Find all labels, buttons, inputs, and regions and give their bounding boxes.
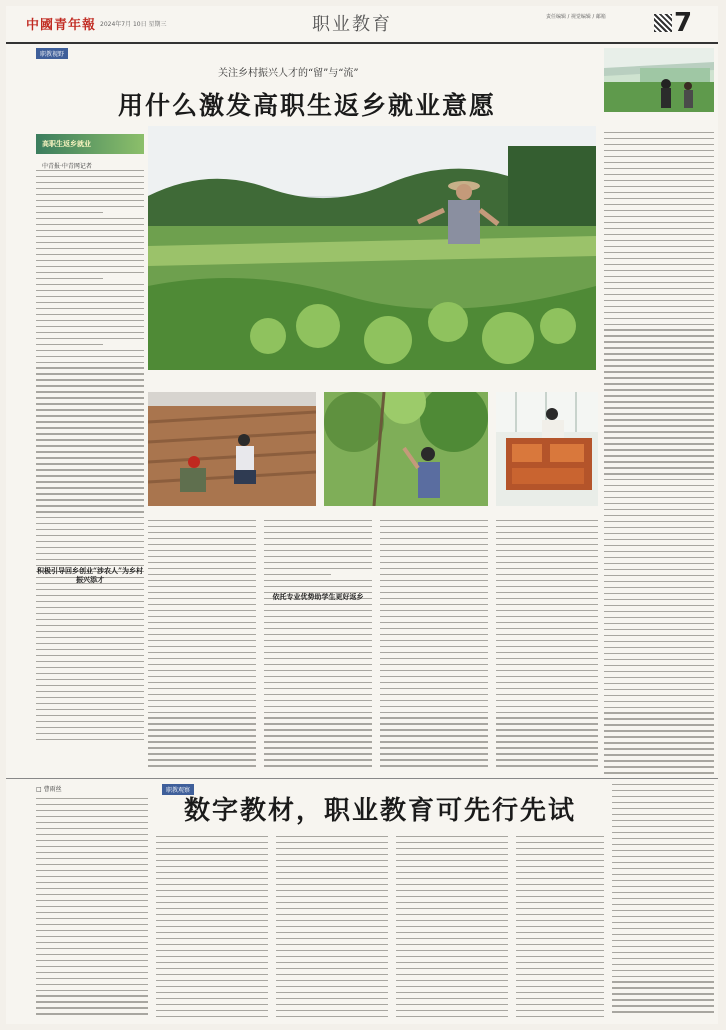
top-story-col-3	[264, 520, 372, 774]
top-story-col-4	[380, 520, 488, 774]
top-story-tag: 职教视野	[36, 48, 68, 59]
top-story-col-1	[36, 170, 144, 774]
page-number: 7	[674, 8, 693, 38]
top-story-kicker: 关注乡村振兴人才的“留”与“流”	[218, 68, 359, 79]
top-story-col-6	[604, 132, 714, 774]
top-story-byline: 中青报·中青网记者	[42, 163, 92, 170]
masthead	[6, 6, 718, 44]
newspaper-logo: 中國青年報	[26, 18, 97, 33]
section-title: 职业教育	[312, 14, 392, 35]
bottom-col-4	[396, 836, 508, 1020]
photo-orchard-student	[324, 392, 488, 506]
bottom-col-5	[516, 836, 604, 1020]
newspaper-page	[6, 6, 718, 1024]
bottom-story-author: □ 曹雨丝	[36, 786, 62, 793]
top-story-col-5	[496, 520, 598, 774]
inset-banner: 高职生返乡就业	[36, 134, 144, 154]
subhead-2: 依托专业优势助学生更好返乡	[272, 592, 364, 601]
photo-workshop	[496, 392, 598, 506]
bottom-col-3	[276, 836, 388, 1020]
top-story-col-2	[148, 520, 256, 774]
bottom-col-1	[36, 798, 148, 1020]
photo-field-workers	[148, 392, 316, 506]
bottom-col-6	[612, 784, 714, 1020]
issue-date: 2024年7月 10日 星期三	[100, 21, 167, 28]
main-photo-farmer	[148, 126, 596, 370]
greenhouse-photo	[604, 48, 714, 112]
bottom-story-tag: 职教观察	[162, 784, 194, 795]
qr-code-icon	[654, 14, 672, 32]
subhead-1: 积极引导回乡创业“涉农人”为乡村振兴添才	[36, 566, 144, 584]
top-story-headline: 用什么激发高职生返乡就业意愿	[118, 91, 497, 120]
story-divider	[6, 778, 718, 779]
bottom-story-headline: 数字教材，职业教育可先行先试	[184, 796, 577, 826]
editor-contacts: 责任编辑 / 视觉编辑 / 邮箱	[546, 14, 606, 20]
bottom-col-2	[156, 836, 268, 1020]
